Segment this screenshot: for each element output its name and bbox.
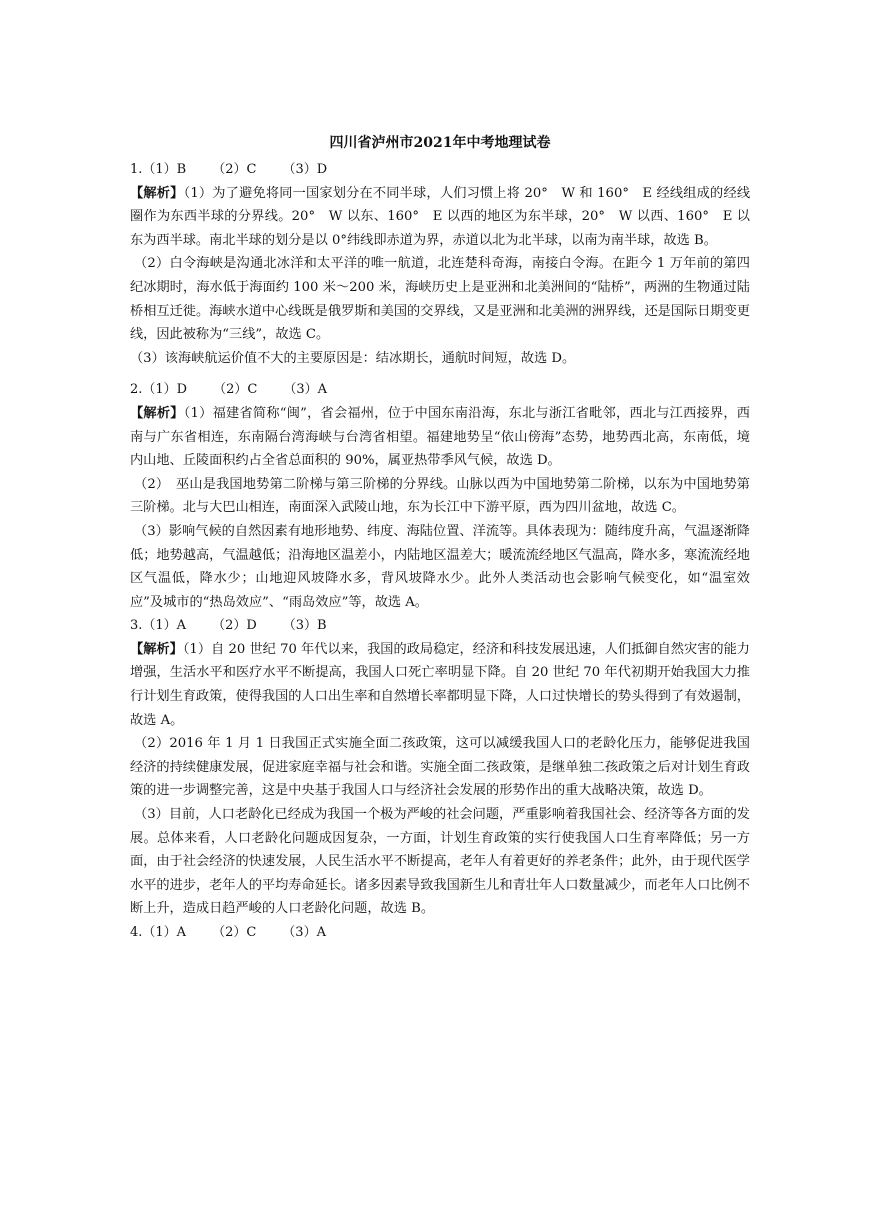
analysis-paragraph: [130, 402, 750, 473]
analysis-paragraph: （2）2016 年 1 月 1 日我国正式实施全面二孩政策，这可以减缓我国人口的老龄化压力，能够促进我国经济的持续健康发展，促进家庭幸福与社会和谐。实施全面二孩政策，是继单独二孩政策之后对计划生育政策的进一步调整完善，这是中央基于我国人口与经济社会发展的形势作出的重大战略决策，故选 D。: [130, 736, 750, 799]
analysis-tag: 【解析】: [130, 405, 184, 421]
analysis-tag: 【解析】: [130, 185, 184, 201]
answer-item: （2）C: [212, 925, 257, 940]
answer-item: （1）B: [142, 162, 187, 177]
document-page: [130, 132, 750, 945]
answer-item: （1）A: [142, 925, 187, 940]
analysis-paragraph: [130, 182, 750, 253]
answer-item: （3）A: [283, 382, 327, 398]
analysis-paragraph: （2）白令海峡是沟通北冰洋和太平洋的唯一航道，北连楚科奇海，南接白令海。在距今 1 万年前的第四纪冰期时，海水低于海面约 100 米～200 米，海峡历史上是亚洲和北美洲间的“陆桥”，两洲的生物通过陆桥相互迁徙。海峡水道中心线既是俄罗斯和美国的交界线，又是亚洲和北美洲的洲界线，还是国际日期变更线，因此被称为“三线”，故选 C。: [130, 256, 750, 343]
question-number: 3.: [130, 618, 143, 634]
question-3: [130, 614, 750, 921]
analysis-paragraph: [130, 638, 750, 732]
answer-item: （1）D: [142, 382, 188, 398]
answer-line: [130, 378, 750, 402]
analysis-paragraph: （3）影响气候的自然因素有地形地势、纬度、海陆位置、洋流等。具体表现为：随纬度升高，气温逐渐降低；地势越高，气温越低；沿海地区温差小，内陆地区温差大；暖流流经地区气温高，降水多，寒流流经地区气温低，降水少；山地迎风坡降水多，背风坡降水少。此外人类活动也会影响气候变化，如“温室效应”及城市的“热岛效应”、“雨岛效应”等，故选 A。: [130, 523, 750, 610]
paragraph-text: （1）自 20 世纪 70 年代以来，我国的政局稳定，经济和科技发展迅速，人们抵御自然灾害的能力增强，生活水平和医疗水平不断提高，我国人口死亡率明显下降。自 20 世纪 70 年代初期开始我国大力推行计划生育政策，使得我国的人口出生率和自然增长率都明显下降，人口过快增长的势头得到了有效遏制，故选 A。: [130, 641, 750, 728]
document-title: 四川省泸州市2021年中考地理试卷: [329, 135, 551, 151]
paragraph-text: （1）为了避免将同一国家划分在不同半球，人们习惯上将 20° W 和 160° E 经线组成的经线圈作为东西半球的分界线。20° W 以东、160° E 以西的地区为东半球，20° W 以西、160° E 以东为西半球。南北半球的划分是以 0°纬线即赤道为界，赤道以北为北半球，以南为南半球，故选 B。: [130, 185, 751, 248]
answer-item: （3）D: [282, 162, 328, 177]
answer-line: [130, 921, 750, 945]
analysis-paragraph: （3）该海峡航运价值不大的主要原因是：结冰期长，通航时间短，故选 D。: [130, 350, 576, 366]
answer-item: （2）C: [213, 382, 258, 398]
analysis-tag: 【解析】: [130, 641, 183, 657]
paragraph-text: （1）福建省简称“闽”，省会福州，位于中国东南沿海，东北与浙江省毗邻，西北与江西接界，西南与广东省相连，东南隔台湾海峡与台湾省相望。福建地势呈“依山傍海”态势，地势西北高，东南低，境内山地、丘陵面积约占全省总面积的 90%，属亚热带季风气候，故选 D。: [130, 405, 750, 469]
question-number: 4.: [130, 925, 143, 940]
answer-line: [130, 158, 750, 182]
answer-item: （3）A: [282, 925, 326, 940]
answer-item: （1）A: [142, 618, 187, 634]
answer-item: （2）D: [212, 618, 257, 634]
analysis-paragraph: （2） 巫山是我国地势第二阶梯与第三阶梯的分界线。山脉以西为中国地势第二阶梯，以东为中国地势第三阶梯。北与大巴山相连，南面深入武陵山地，东为长江中下游平原，西为四川盆地，故选 C。: [130, 476, 750, 516]
answer-item: （2）C: [212, 162, 257, 177]
question-1: [130, 158, 750, 370]
answer-item: （3）B: [282, 618, 327, 634]
question-number: 1.: [130, 162, 143, 177]
question-4: [130, 921, 750, 945]
answer-line: [130, 614, 750, 638]
question-number: 2.: [130, 382, 143, 398]
analysis-paragraph: （3）目前，人口老龄化已经成为我国一个极为严峻的社会问题，严重影响着我国社会、经济等各方面的发展。总体来看，人口老龄化问题成因复杂，一方面，计划生育政策的实行使我国人口生育率降低；另一方面，由于社会经济的快速发展，人民生活水平不断提高，老年人有着更好的养老条件；此外，由于现代医学水平的进步，老年人的平均寿命延长。诸多因素导致我国新生儿和青壮年人口数量减少，而老年人口比例不断上升，造成日趋严峻的人口老龄化问题，故选 B。: [130, 807, 750, 917]
question-2: [130, 378, 750, 614]
